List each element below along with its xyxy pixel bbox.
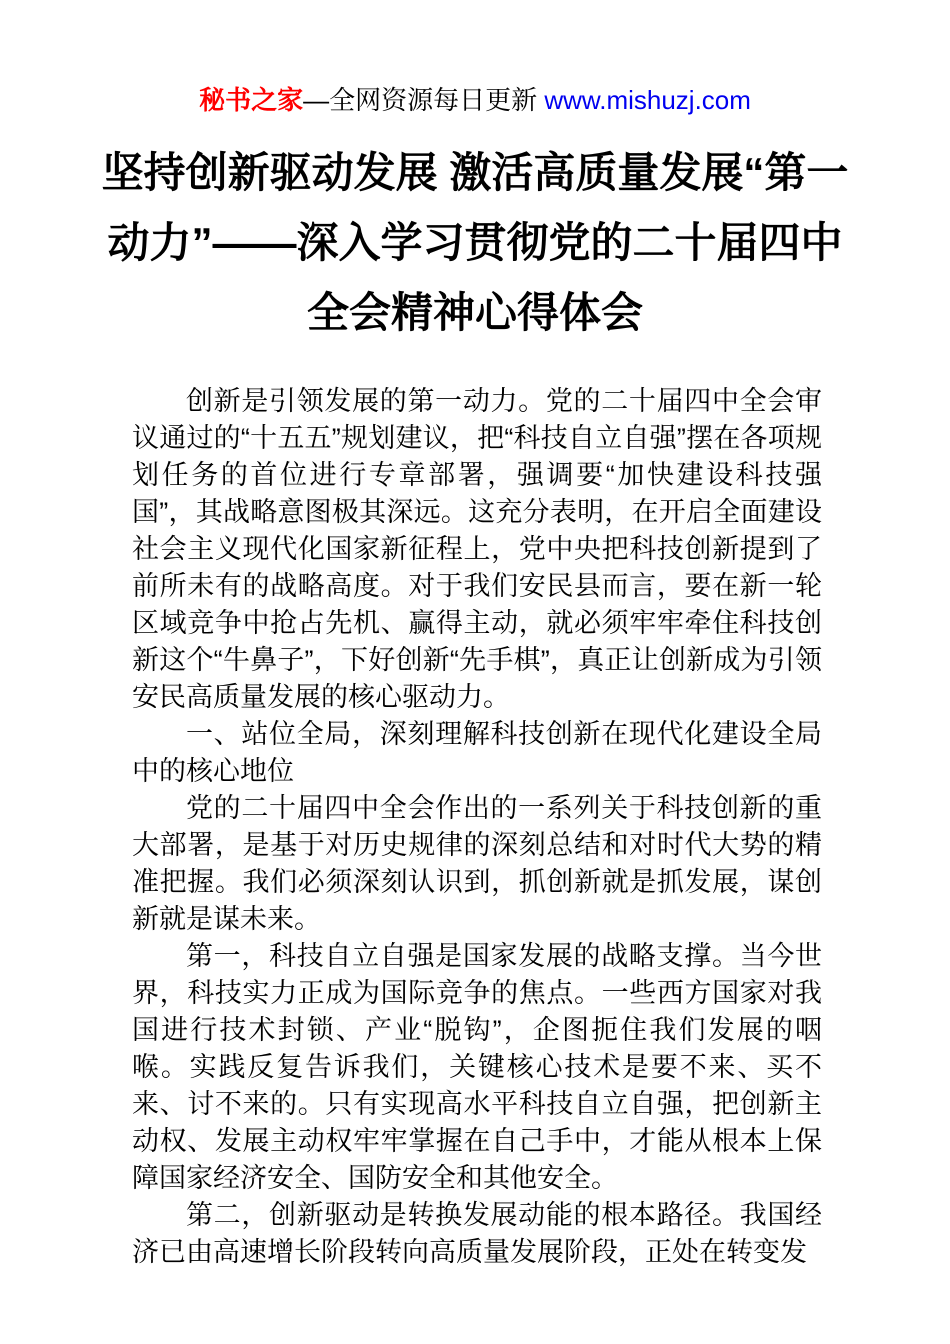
section-1-paragraph: 党的二十届四中全会作出的一系列关于科技创新的重大部署，是基于对历史规律的深刻总结和对时代大势的精准把握。我们必须深刻认识到，抓创新就是抓发展，谋创新就是谋未来。 xyxy=(132,793,822,934)
title-line-2: 动力”——深入学习贯彻党的二十届四中 xyxy=(107,219,843,266)
site-header xyxy=(0,84,950,116)
title-line-1: 坚持创新驱动发展 激活高质量发展“第一 xyxy=(101,149,849,196)
document-title xyxy=(45,138,905,348)
site-brand: 秘书之家 xyxy=(199,85,304,115)
point-2-paragraph-truncated: 第二，创新驱动是转换发展动能的根本路径。我国经济已由高速增长阶段转向高质量发展阶段，正处在转变发 xyxy=(132,1200,822,1267)
site-url-link[interactable]: www.mishuzj.com xyxy=(544,85,751,115)
title-line-3: 全会精神心得体会 xyxy=(306,289,643,336)
document-body xyxy=(132,383,822,1271)
site-tagline: —全网资源每日更新 xyxy=(303,85,545,115)
section-1-heading: 一、站位全局，深刻理解科技创新在现代化建设全局中的核心地位 xyxy=(132,719,822,786)
intro-paragraph: 创新是引领发展的第一动力。党的二十届四中全会审议通过的“十五五”规划建议，把“科技自立自强”摆在各项规划任务的首位进行专章部署，强调要“加快建设科技强国”，其战略意图极其深远。这充分表明，在开启全面建设社会主义现代化国家新征程上，党中央把科技创新提到了前所未有的战略高度。对于我们安民县而言，要在新一轮区域竞争中抢占先机、赢得主动，就必须牢牢牵住科技创新这个“牛鼻子”，下好创新“先手棋”，真正让创新成为引领安民高质量发展的核心驱动力。 xyxy=(132,386,822,712)
point-1-paragraph: 第一，科技自立自强是国家发展的战略支撑。当今世界，科技实力正成为国际竞争的焦点。一些西方国家对我国进行技术封锁、产业“脱钩”，企图扼住我们发展的咽喉。实践反复告诉我们，关键核心技术是要不来、买不来、讨不来的。只有实现高水平科技自立自强，把创新主动权、发展主动权牢牢掌握在自己手中，才能从根本上保障国家经济安全、国防安全和其他安全。 xyxy=(132,941,822,1193)
